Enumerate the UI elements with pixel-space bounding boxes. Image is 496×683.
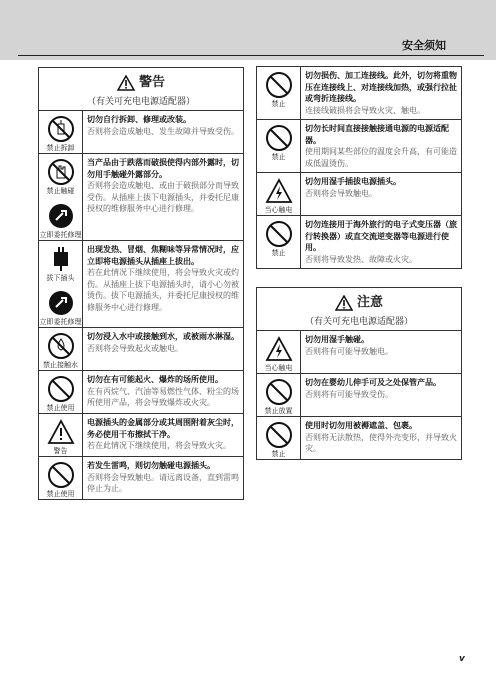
row-heading: 切勿长时间直接接触接通电源的电源适配器。 [305,124,449,145]
electric-shock-icon [265,335,293,363]
safety-row [256,66,462,120]
row-detail: 否则将会造成触电、或由于破损部分而导致受伤。从插座上拔下电源插头，并委托尼康授权的维修服务中心进行修理。 [87,181,239,213]
safety-row [38,153,244,241]
row-detail: 若在此情况下继续使用，将会导致火灾。 [87,441,231,450]
repair-icon [47,202,75,230]
row-heading: 切勿损伤、加工连接线。此外，切勿将重物压在连接线上、对连接线加热，或强行拉扯或弯折连接线。 [305,71,457,103]
caution-triangle-icon [335,295,353,311]
safety-row [256,215,462,269]
safety-row [38,327,244,371]
row-icon-cell [39,414,83,456]
row-heading: 切勿浸入水中或接触到水，或被雨水淋湿。 [87,332,239,341]
caution-title: 注意 [356,295,383,310]
row-icon-label: 禁止接触水 [43,361,78,369]
row-icon-cell [39,154,83,240]
row-detail: 否则将会导致起火或触电。 [87,343,183,353]
prohibited-icon [265,220,293,248]
row-heading: 切勿自行拆卸、修理或改装。 [87,115,191,124]
row-icon-label-secondary: 立即委托修理 [39,231,82,239]
safety-row [38,413,244,457]
row-text [301,331,461,373]
row-detail: 否则将导致发热、故障或火灾。 [305,254,417,264]
safety-row [256,330,462,374]
prohibited-icon [265,124,293,152]
row-icon-label: 禁止 [271,249,286,257]
row-icon-label: 禁止 [271,153,286,161]
row-icon-cell [257,67,301,119]
no-water-icon [47,332,75,360]
unplug-icon [47,245,75,273]
warning-column-left [38,67,244,500]
row-heading: 出现发热、冒烟、焦糊味等异常情况时，应立即将电源插头从插座上拔出。 [87,245,239,266]
top-bar [0,0,496,60]
row-icon-cell [39,328,83,370]
row-detail: 使用期间某些部位的温度会升高，有可能造成低温烫伤。 [305,147,457,168]
page-header-title: 安全须知 [402,39,446,52]
row-icon-cell [257,417,301,459]
row-text [83,414,243,456]
row-detail: 否则将会造成触电、发生故障并导致受伤。 [87,126,239,136]
row-icon-label: 警告 [53,447,68,455]
prohibited-icon [265,378,293,406]
row-text [301,173,461,215]
warning-subtitle: （有关可充电电源适配器） [86,97,195,107]
row-icon-label: 禁止拆卸 [46,144,75,152]
row-detail: 否则将有可能导致触电。 [305,346,393,356]
row-text [83,241,243,327]
row-text [301,216,461,268]
row-icon-cell [39,371,83,413]
row-icon-cell [257,173,301,215]
row-detail: 否则将有可能导致受伤。 [305,389,393,399]
row-heading: 切勿在有可能起火、爆炸的场所使用。 [87,375,223,384]
row-text [301,374,461,416]
row-icon-label: 禁止 [271,450,286,458]
row-icon-label: 禁止 [271,100,286,108]
row-icon-label: 禁止触碰 [46,187,75,195]
row-text [83,371,243,413]
electric-shock-icon [265,177,293,205]
row-text [301,120,461,172]
row-icon-label: 当心触电 [264,364,293,372]
row-icon-label: 禁止放置 [264,407,293,415]
row-icon-cell [39,241,83,327]
row-text [301,417,461,459]
row-icon-cell [39,457,83,499]
row-icon-label: 拔下插头 [46,274,75,282]
row-icon-cell [39,111,83,153]
row-text [83,111,243,153]
row-heading: 电源插头的金属部分或其周围附着灰尘时，务必使用干布擦拭干净。 [87,418,239,439]
safety-row [38,370,244,414]
row-icon-label-secondary: 立即委托修理 [39,318,82,326]
page-number: v [459,654,465,664]
safety-row [256,172,462,216]
safety-row [38,240,244,328]
caution-subtitle: （有关可充电电源适配器） [304,317,413,327]
warning-header [38,67,244,111]
safety-row [256,416,462,460]
warning-title: 警告 [138,75,165,90]
row-heading: 切勿连接用于海外旅行的电子式变压器（旅行转换器）或直交流逆变器等电源进行使用。 [305,220,457,252]
row-text [83,154,243,240]
row-icon-cell [257,374,301,416]
row-icon-cell [257,331,301,373]
row-detail: 在有丙烷气、汽油等易燃性气体、粉尘的场所使用产品，将会导致爆炸或火灾。 [87,386,239,407]
row-heading: 切勿用湿手插拔电源插头。 [305,177,401,186]
row-text [83,457,243,499]
prohibited-icon [265,71,293,99]
row-text [301,67,461,119]
caution-icon [47,418,75,446]
row-heading: 若发生雷鸣，则切勿触碰电源插头。 [87,461,215,470]
header-rule [18,55,484,56]
safety-row [256,373,462,417]
row-heading: 当产品由于跌落而破损使得内部外露时，切勿用手触碰外露部分。 [87,158,239,179]
warning-triangle-icon [117,75,135,91]
caution-header [256,287,462,331]
repair-icon [47,289,75,317]
safety-row [38,456,244,500]
row-heading: 使用时切勿用被褥遮盖、包裹。 [305,421,417,430]
prohibited-icon [47,375,75,403]
row-detail: 否则将会导致触电。请远离设备，直到雷鸣停止为止。 [87,472,239,493]
row-heading: 切勿在婴幼儿伸手可及之处保管产品。 [305,378,441,387]
row-heading: 切勿用湿手触碰。 [305,335,369,344]
row-icon-label: 禁止使用 [46,490,75,498]
row-icon-label: 禁止使用 [46,404,75,412]
safety-row [256,119,462,173]
row-icon-label: 当心触电 [264,206,293,214]
row-icon-cell [257,120,301,172]
prohibited-icon [47,461,75,489]
no-touch-icon [47,158,75,186]
row-detail: 否则将会导致触电。 [305,188,377,198]
row-detail: 连接线破损将会导致火灾、触电。 [305,105,425,115]
no-disassemble-icon [47,115,75,143]
safety-row [38,110,244,154]
row-detail: 若在此情况下继续使用，将会导致火灾或灼伤。从插座上拔下电源插头时，请小心勿被烫伤。拔下电源插头，并委托尼康授权的维修服务中心进行修理。 [87,268,239,312]
row-detail: 否则将无法散热，使得外壳变形，并导致火灾。 [305,432,457,453]
row-text [83,328,243,370]
row-icon-cell [257,216,301,268]
warning-column-right [256,67,462,460]
prohibited-icon [265,421,293,449]
